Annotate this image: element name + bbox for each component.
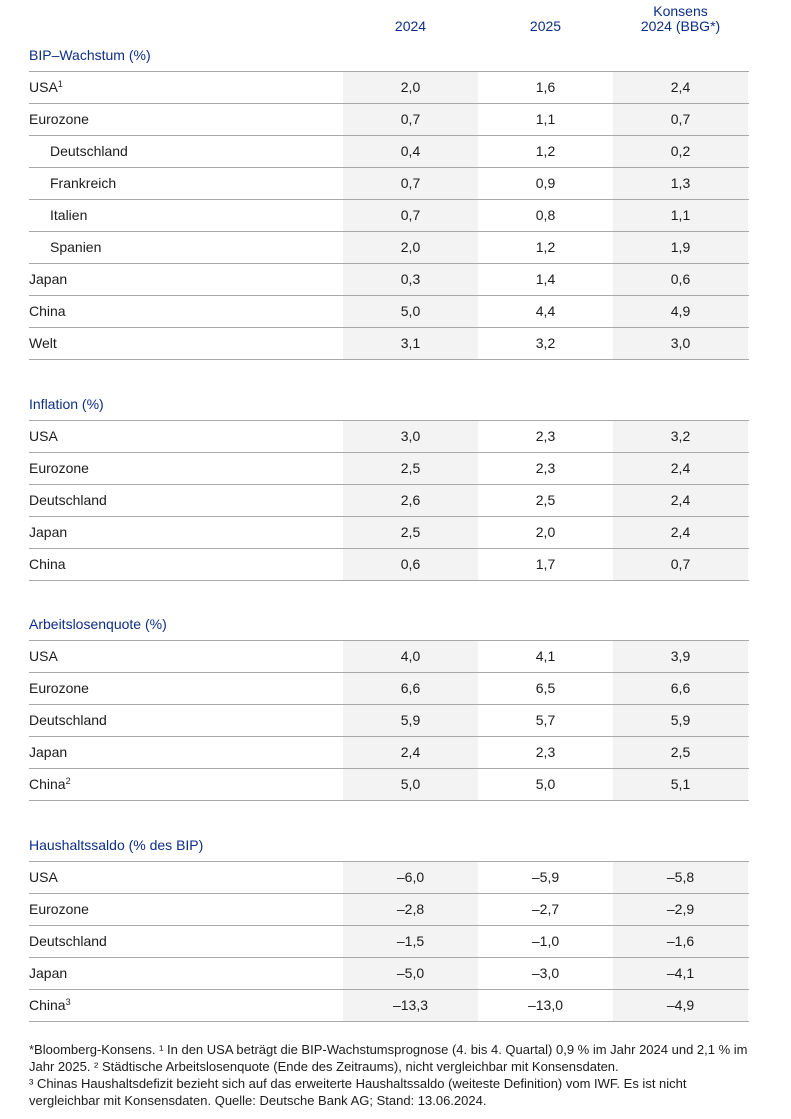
value-cell: 1,6: [535, 79, 556, 95]
row-label: [29, 421, 343, 452]
value-cell: 2,0: [535, 524, 556, 540]
value-cell: 1,1: [613, 200, 748, 231]
value-cell: –5,0: [343, 958, 478, 989]
column-header-consensus-line2: 2024 (BBG*): [640, 18, 721, 34]
row-label-text: Eurozone: [29, 111, 89, 127]
table-row: [29, 453, 749, 485]
table-row: [29, 104, 749, 136]
row-label: [29, 485, 343, 516]
value-cell: 0,7: [343, 168, 478, 199]
value-cell: 0,7: [343, 200, 478, 231]
row-label: [29, 862, 343, 893]
row-label-text: Eurozone: [29, 460, 89, 476]
footnotes: [29, 1041, 749, 1109]
table-row: [29, 264, 749, 296]
value-cell: –2,8: [343, 894, 478, 925]
section-title: Haushaltssaldo (% des BIP): [29, 829, 749, 862]
column-header-consensus: [613, 4, 748, 34]
table-row: [29, 862, 749, 894]
value-cell: –2,9: [613, 894, 748, 925]
value-cell: 5,0: [343, 769, 478, 800]
value-cell: 3,9: [613, 641, 748, 672]
table-row: [29, 990, 749, 1022]
table-row: [29, 72, 749, 104]
table-row: [29, 168, 749, 200]
table-row: [29, 673, 749, 705]
value-cell: 0,7: [613, 104, 748, 135]
row-label-text: Deutschland: [50, 143, 128, 159]
value-cell: 3,2: [535, 335, 556, 351]
value-cell: 0,3: [343, 264, 478, 295]
value-cell: 2,5: [343, 517, 478, 548]
row-label: [29, 200, 343, 231]
value-cell: 2,5: [343, 453, 478, 484]
value-cell: 2,4: [613, 517, 748, 548]
value-cell: 2,0: [343, 72, 478, 103]
value-cell: 0,6: [343, 549, 478, 580]
value-cell: 2,4: [613, 72, 748, 103]
table-row: [29, 421, 749, 453]
value-cell: 2,3: [535, 744, 556, 760]
table-row: [29, 232, 749, 264]
value-cell: 5,9: [343, 705, 478, 736]
row-label: [29, 168, 343, 199]
value-cell: –13,3: [343, 990, 478, 1021]
value-cell: –3,0: [531, 965, 560, 981]
value-cell: 2,3: [535, 428, 556, 444]
value-cell: 1,3: [613, 168, 748, 199]
table-section: [29, 829, 749, 1022]
value-cell: 1,9: [613, 232, 748, 263]
row-label-text: Italien: [50, 207, 88, 223]
value-cell: –4,1: [613, 958, 748, 989]
value-cell: 5,0: [343, 296, 478, 327]
value-cell: 2,4: [613, 453, 748, 484]
table-row: [29, 705, 749, 737]
row-label: [29, 990, 343, 1021]
value-cell: 0,7: [343, 104, 478, 135]
row-label: [29, 769, 343, 800]
table-section: [29, 39, 749, 360]
row-label: [29, 549, 343, 580]
row-label: [29, 328, 343, 359]
row-label: [29, 232, 343, 263]
value-cell: 0,8: [535, 207, 556, 223]
value-cell: 2,4: [343, 737, 478, 768]
row-label: [29, 72, 343, 103]
table-row: [29, 926, 749, 958]
value-cell: 2,6: [343, 485, 478, 516]
row-label-text: Japan: [29, 271, 68, 287]
table-row: [29, 737, 749, 769]
value-cell: 1,4: [535, 271, 556, 287]
row-label: [29, 104, 343, 135]
row-label-text: USA: [29, 869, 58, 885]
footnote-marker: 3: [65, 997, 71, 1007]
table-section: [29, 388, 749, 581]
row-label: [29, 517, 343, 548]
section-title: Inflation (%): [29, 388, 749, 421]
value-cell: –4,9: [613, 990, 748, 1021]
value-cell: –6,0: [343, 862, 478, 893]
row-label: [29, 641, 343, 672]
row-label-text: Frankreich: [50, 175, 117, 191]
table-row: [29, 641, 749, 673]
value-cell: –1,0: [531, 933, 560, 949]
column-header-consensus-line1: Konsens: [653, 3, 708, 19]
row-label: [29, 296, 343, 327]
value-cell: 6,5: [535, 680, 556, 696]
row-label: [29, 136, 343, 167]
table-section: [29, 608, 749, 801]
row-label-text: China: [29, 556, 66, 572]
value-cell: –5,8: [613, 862, 748, 893]
value-cell: 4,4: [535, 303, 556, 319]
section-title: Arbeitslosenquote (%): [29, 608, 749, 641]
value-cell: –13,0: [527, 997, 564, 1013]
row-label-text: Deutschland: [29, 492, 107, 508]
row-label-text: Japan: [29, 965, 68, 981]
row-label: [29, 737, 343, 768]
row-label: [29, 673, 343, 704]
row-label-text: Eurozone: [29, 901, 89, 917]
value-cell: 3,0: [343, 421, 478, 452]
table-row: [29, 296, 749, 328]
table-row: [29, 200, 749, 232]
value-cell: 2,5: [535, 492, 556, 508]
table-row: [29, 136, 749, 168]
row-label-text: China: [29, 776, 66, 792]
row-label-text: China: [29, 997, 66, 1013]
value-cell: –5,9: [531, 869, 560, 885]
value-cell: 4,1: [535, 648, 556, 664]
value-cell: 0,4: [343, 136, 478, 167]
value-cell: 3,1: [343, 328, 478, 359]
value-cell: –2,7: [531, 901, 560, 917]
section-title: BIP–Wachstum (%): [29, 39, 749, 72]
value-cell: 2,4: [613, 485, 748, 516]
row-label: [29, 453, 343, 484]
table-row: [29, 958, 749, 990]
value-cell: 4,0: [343, 641, 478, 672]
row-label-text: Eurozone: [29, 680, 89, 696]
value-cell: 5,1: [613, 769, 748, 800]
row-label: [29, 264, 343, 295]
value-cell: 3,0: [613, 328, 748, 359]
row-label-text: Japan: [29, 524, 68, 540]
row-label-text: Spanien: [50, 239, 102, 255]
value-cell: –1,6: [613, 926, 748, 957]
value-cell: 5,7: [535, 712, 556, 728]
row-label-text: USA: [29, 79, 58, 95]
footnote-text: *Bloomberg-Konsens. ¹ In den USA beträgt die BIP-Wachstumsprognose (4. bis 4. Quartal) 0,9 % im Jahr 2024 und 2,1 % im Jahr 2025. ² Städtische Arbeitslosenquote (Ende des Zeitraums), nicht vergleichbar mit Konsensdaten.: [29, 1042, 748, 1074]
value-cell: 1,2: [535, 239, 556, 255]
table-row: [29, 894, 749, 926]
table-row: [29, 517, 749, 549]
table-row: [29, 769, 749, 801]
value-cell: 2,3: [535, 460, 556, 476]
table-row: [29, 549, 749, 581]
value-cell: 0,2: [613, 136, 748, 167]
column-header-2024: 2024: [394, 18, 427, 34]
row-label-text: USA: [29, 648, 58, 664]
row-label-text: Deutschland: [29, 933, 107, 949]
row-label-text: Deutschland: [29, 712, 107, 728]
footnote-marker: 2: [65, 776, 71, 786]
row-label: [29, 705, 343, 736]
table-row: [29, 485, 749, 517]
value-cell: 0,7: [613, 549, 748, 580]
value-cell: 5,0: [535, 776, 556, 792]
row-label: [29, 894, 343, 925]
row-label-text: Japan: [29, 744, 68, 760]
value-cell: 1,7: [535, 556, 556, 572]
value-cell: 2,5: [613, 737, 748, 768]
value-cell: 4,9: [613, 296, 748, 327]
value-cell: 5,9: [613, 705, 748, 736]
value-cell: 3,2: [613, 421, 748, 452]
footnote-text: ³ Chinas Haushaltsdefizit bezieht sich auf das erweiterte Haushaltssaldo (weiteste Definition) vom IWF. Es ist nicht vergleichbar mit Konsensdaten. Quelle: Deutsche Bank AG; Stand: 13.06.2024.: [29, 1076, 687, 1108]
row-label-text: USA: [29, 428, 58, 444]
row-label: [29, 958, 343, 989]
value-cell: 0,9: [535, 175, 556, 191]
value-cell: 0,6: [613, 264, 748, 295]
value-cell: 1,1: [535, 111, 556, 127]
row-label-text: China: [29, 303, 66, 319]
table-row: [29, 328, 749, 360]
value-cell: 6,6: [613, 673, 748, 704]
value-cell: 6,6: [343, 673, 478, 704]
column-header-2025: 2025: [529, 18, 562, 34]
row-label-text: Welt: [29, 335, 57, 351]
value-cell: 1,2: [535, 143, 556, 159]
row-label: [29, 926, 343, 957]
value-cell: 2,0: [343, 232, 478, 263]
value-cell: –1,5: [343, 926, 478, 957]
footnote-marker: 1: [57, 79, 63, 89]
